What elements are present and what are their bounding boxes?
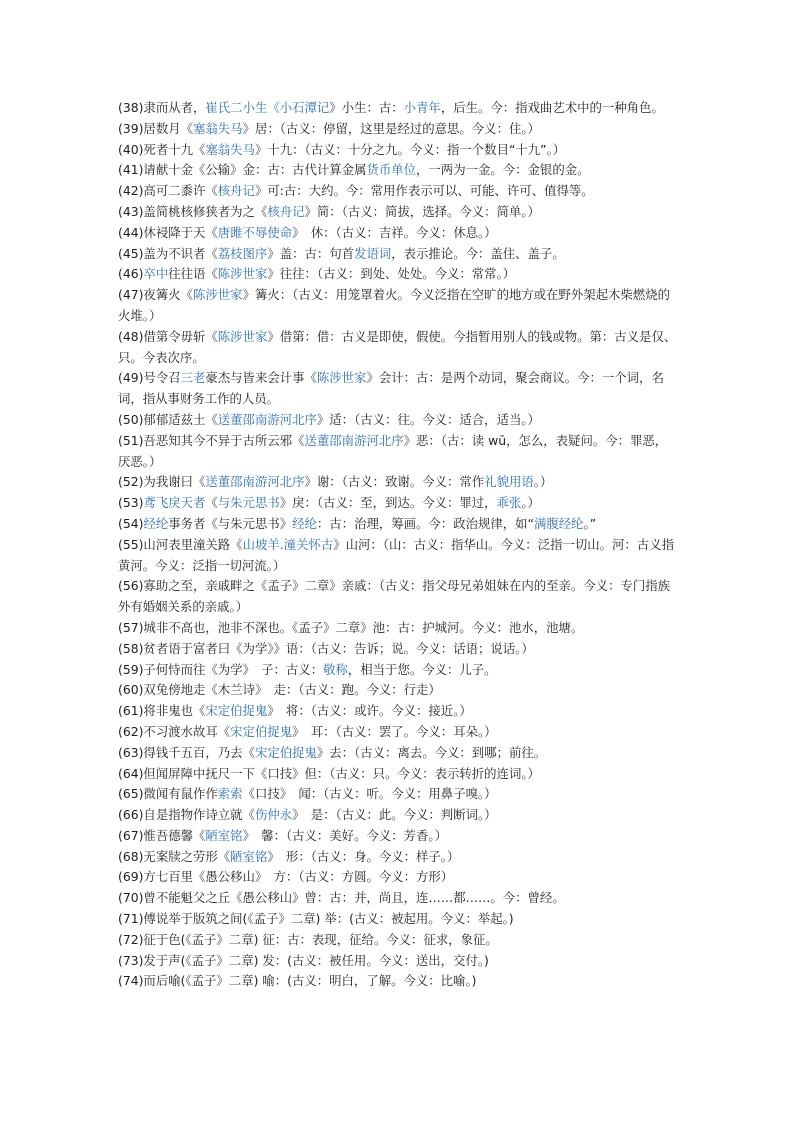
entry-58 xyxy=(118,639,678,660)
entry-text: (60)双兔傍地走《木兰诗》 走：（古义：跑。今义：行走） xyxy=(118,682,441,698)
entry-text: (74)而后喻(《孟子》二章) 喻：(古义：明白，了解。今义：比喻。) xyxy=(118,973,477,989)
hyperlink[interactable]: 货币单位 xyxy=(366,162,417,178)
entry-text: (58)贫者语于富者曰《为学》》语：（古义：告诉；说。今义：话语；说话。） xyxy=(118,640,534,656)
entry-text: (71)傅说举于版筑之间(《孟子》二章) 举：(古义：被起用。今义：举起。) xyxy=(118,911,514,927)
entry-text: 》十九：（古义：十分之九。今义：指一个数目“十九”。） xyxy=(254,141,566,157)
hyperlink[interactable]: 陋室铭 xyxy=(230,848,268,864)
hyperlink[interactable]: 索索 xyxy=(217,786,243,802)
entry-46 xyxy=(118,264,678,285)
entry-text: (44)休祲降于天《 xyxy=(118,224,218,240)
entry-text: (70)曾不能魁父之丘《愚公移山》曾：古：并，尚且，连……都……。今：曾经。 xyxy=(118,890,565,906)
entry-52 xyxy=(118,472,678,493)
entry-55 xyxy=(118,535,678,577)
document-body xyxy=(118,98,678,992)
entry-text: (57)城非不高也，池非不深也。《孟子》二章》池：古：护城河。今义：池水，池塘。 xyxy=(118,619,584,635)
entry-text: 》往往：（古义：到处、处处。今义：常常。） xyxy=(267,266,516,282)
hyperlink[interactable]: 宋定伯捉鬼 xyxy=(254,744,317,760)
hyperlink[interactable]: 小青年 xyxy=(403,100,441,115)
entry-text: 事务者《与朱元思书》 xyxy=(168,515,293,531)
hyperlink[interactable]: 发语词 xyxy=(354,245,392,261)
entry-text: ，一两为一金。今：金银的金。 xyxy=(416,162,590,178)
entry-text: (59)子何恃而往《为学》 子：古义： xyxy=(118,661,324,677)
entry-text: (72)征于色(《孟子》二章) 征：古：表现，征给。今义：征求，象征。 xyxy=(118,931,498,947)
hyperlink[interactable]: 陈涉世家 xyxy=(316,370,367,386)
hyperlink[interactable]: 礼貌用语 xyxy=(484,474,534,490)
entry-70 xyxy=(118,888,678,909)
entry-text: (48)借第令毋斩《 xyxy=(118,328,218,344)
hyperlink[interactable]: 陈涉世家 xyxy=(193,287,243,303)
entry-text: (69)方七百里《愚公移山》 方：（古义：方圆。今义：方形） xyxy=(118,869,454,885)
hyperlink[interactable]: 经纶 xyxy=(292,515,317,531)
entry-51 xyxy=(118,431,678,473)
entry-69 xyxy=(118,867,678,888)
entry-text: 》会计：古：是两个动词，聚会商议。今：一个词，名词，指从事财务工作的人员。 xyxy=(118,370,664,407)
hyperlink[interactable]: 崔氏二小生《 xyxy=(205,100,280,115)
entry-text: 》居：（古义：停留，这里是经过的意思。今义：住。） xyxy=(242,120,540,136)
hyperlink[interactable]: 三老 xyxy=(180,370,206,386)
entry-39 xyxy=(118,119,678,140)
entry-53 xyxy=(118,493,678,514)
entry-text: (55)山河表里潼关路《 xyxy=(118,536,243,552)
entry-57 xyxy=(118,618,678,639)
hyperlink[interactable]: 核舟记 xyxy=(217,183,255,199)
entry-text: 》 形：（古义：身。今义：样子。） xyxy=(267,848,460,864)
hyperlink[interactable]: 乖张 xyxy=(496,495,522,511)
entry-text: (68)无案牍之劳形《 xyxy=(118,848,231,864)
entry-66 xyxy=(118,805,678,826)
entry-56 xyxy=(118,576,678,618)
hyperlink[interactable]: 与朱元思书 xyxy=(217,495,280,511)
hyperlink[interactable]: 小石潭记 xyxy=(279,100,330,115)
entry-text: (53) xyxy=(118,495,144,511)
hyperlink[interactable]: 塞翁失马 xyxy=(193,120,243,136)
entry-42 xyxy=(118,181,678,202)
entry-text: (39)居数月《 xyxy=(118,120,193,136)
entry-text: 》 休：（古义：吉祥。今义：休息。） xyxy=(292,224,497,240)
hyperlink[interactable]: 陈涉世家 xyxy=(217,328,268,344)
entry-text: (40)死者十九《 xyxy=(118,141,206,157)
entry-text: 》 馨：（古义：美好。今义：芳香。） xyxy=(242,827,447,843)
entry-text: (46) xyxy=(118,266,144,282)
hyperlink[interactable]: 宋定伯捉鬼 xyxy=(205,703,268,719)
entry-text: 》 是：（古义：此。今义：判断词。） xyxy=(292,807,497,823)
entry-text: (62)不习渡水故耳《 xyxy=(118,723,231,739)
entry-38 xyxy=(118,98,678,119)
entry-67 xyxy=(118,826,678,847)
entry-text: 》 耳：（古义：罢了。今义：耳朵。） xyxy=(292,723,497,739)
entry-text: 。” xyxy=(583,515,597,531)
entry-63 xyxy=(118,743,678,764)
entry-text: 》谢：（古义：致谢。今义：常作 xyxy=(304,474,485,490)
entry-74 xyxy=(118,971,678,992)
hyperlink[interactable]: 经纶 xyxy=(143,515,169,531)
hyperlink[interactable]: 卒中 xyxy=(143,266,169,282)
hyperlink[interactable]: 送董邵南游河北序 xyxy=(217,411,317,427)
hyperlink[interactable]: 塞翁失马 xyxy=(205,141,255,157)
hyperlink[interactable]: 陋室铭 xyxy=(205,827,243,843)
entry-text: (66)自是指物作诗立就《 xyxy=(118,807,255,823)
entry-text: 》盖：古：句首 xyxy=(267,245,355,261)
entry-text: 。） xyxy=(533,474,553,490)
entry-72 xyxy=(118,930,678,951)
entry-text: (47)夜篝火《 xyxy=(118,287,193,303)
entry-47 xyxy=(118,285,678,327)
entry-text: (67)惟吾德馨《 xyxy=(118,827,206,843)
entry-64 xyxy=(118,764,678,785)
entry-text: (52)为我谢曰《 xyxy=(118,474,206,490)
entry-text: 》篝火：（古义：用笼罩着火。今义泛指在空旷的地方或在野外架起木柴燃烧的火堆。） xyxy=(118,287,671,323)
entry-text: (65)微闻有鼠作作 xyxy=(118,786,218,802)
hyperlink[interactable]: 送董邵南游河北序 xyxy=(205,474,305,490)
entry-text: 》恶：（古：读 wū，怎么，表疑问。今：罪恶，厌恶。） xyxy=(118,432,668,469)
hyperlink[interactable]: 敬称 xyxy=(323,661,348,677)
hyperlink[interactable]: 陈涉世家 xyxy=(217,266,268,282)
entry-65 xyxy=(118,784,678,805)
entry-text: 往往语《 xyxy=(168,266,218,282)
entry-text: 。） xyxy=(521,495,540,511)
entry-text: (61)将非鬼也《 xyxy=(118,703,206,719)
entry-text: 豪杰与皆来会计事《 xyxy=(205,370,317,386)
entry-text: (49)号令召 xyxy=(118,370,181,386)
entry-text: (41)请献十金《公输》金：古：古代计算金属 xyxy=(118,162,367,178)
entry-text: ，相当于您。今义：儿子。 xyxy=(347,661,497,677)
entry-45 xyxy=(118,244,678,265)
entry-text: (56)寡助之至，亲戚畔之《孟子》二章》亲戚：（古义：指父母兄弟姐妹在内的至亲。今义：专门指族外有婚姻关系的亲戚。） xyxy=(118,578,671,615)
entry-71 xyxy=(118,909,678,930)
entry-text: (50)郁郁适兹土《 xyxy=(118,411,218,427)
entry-62 xyxy=(118,722,678,743)
hyperlink[interactable]: 宋定伯捉鬼 xyxy=(230,723,293,739)
entry-text: 》借第：借：古义是即使，假使。今指暂用别人的钱或物。第：古义是仅、只。今表次序。 xyxy=(118,328,677,365)
hyperlink[interactable]: 伤仲永 xyxy=(254,807,293,823)
entry-text: (42)高可二黍许《 xyxy=(118,183,218,199)
entry-text: (63)得钱千五百，乃去《 xyxy=(118,744,255,760)
entry-48 xyxy=(118,327,678,369)
entry-40 xyxy=(118,140,678,161)
entry-text: ：古：治理，筹画。今：政治规律，如“ xyxy=(316,515,534,531)
entry-text: 》可:古：大约。今：常用作表示可以、可能、许可、值得等。 xyxy=(254,183,594,199)
entry-text: 》山河：（山：古义：指华山。今义：泛指一切山。河：古义指黄河。今义：泛指一切河流。） xyxy=(118,536,674,573)
entry-text: 》去：（古义：离去。今义：到哪；前往。 xyxy=(316,744,547,760)
entry-text: 》 将：（古义：或许。今义：接近。） xyxy=(267,703,472,719)
entry-text: 》戾：（古义：至，到达。今义：罪过， xyxy=(279,495,497,511)
hyperlink[interactable]: 唐雎不辱使命 xyxy=(217,224,293,240)
entry-text: (45)盖为不识者《 xyxy=(118,245,218,261)
hyperlink[interactable]: 核舟记 xyxy=(267,203,305,219)
hyperlink[interactable]: 鸢飞戾天者 xyxy=(143,495,206,511)
entry-text: (43)盖简桃核修狭者为之《 xyxy=(118,203,268,219)
entry-text: (38)隶而从者， xyxy=(118,100,206,115)
hyperlink[interactable]: 荔枝图序 xyxy=(217,245,268,261)
entry-text: 《口技》 闻：（古义：听。今义：用鼻子嗅。） xyxy=(242,786,497,802)
entry-73 xyxy=(118,951,678,972)
entry-text: 》简：（古义：简拔，选择。今义：简单。） xyxy=(304,203,540,219)
entry-54 xyxy=(118,514,678,535)
entry-59 xyxy=(118,660,678,681)
entry-text: (51)吾恶知其今不异于古所云邪《 xyxy=(118,432,305,448)
entry-text: ，表示推论。今：盖住、盖子。 xyxy=(391,245,565,261)
entry-text: 《 xyxy=(205,495,218,511)
entry-49 xyxy=(118,368,678,410)
entry-text: 》适：（古义：往。今义：适合，适当。） xyxy=(316,411,540,427)
entry-text: (64)但闻屏障中抚尺一下《口技》但：（古义：只。今义：表示转折的连词。） xyxy=(118,765,540,781)
entry-60 xyxy=(118,680,678,701)
entry-44 xyxy=(118,223,678,244)
entry-text: 》小生：古： xyxy=(329,100,404,115)
entry-61 xyxy=(118,701,678,722)
entry-text: (73)发于声(《孟子》二章) 发：(古义：被任用。今义：送出，交付。) xyxy=(118,952,489,968)
entry-43 xyxy=(118,202,678,223)
entry-text: ，后生。今：指戏曲艺术中的一种角色。 xyxy=(440,100,664,115)
hyperlink[interactable]: 山坡羊.潼关怀古 xyxy=(242,536,334,552)
hyperlink[interactable]: 满腹经纶 xyxy=(533,515,584,531)
entry-41 xyxy=(118,160,678,181)
hyperlink[interactable]: 送董邵南游河北序 xyxy=(304,432,404,448)
entry-68 xyxy=(118,847,678,868)
entry-50 xyxy=(118,410,678,431)
entry-text: (54) xyxy=(118,515,144,531)
